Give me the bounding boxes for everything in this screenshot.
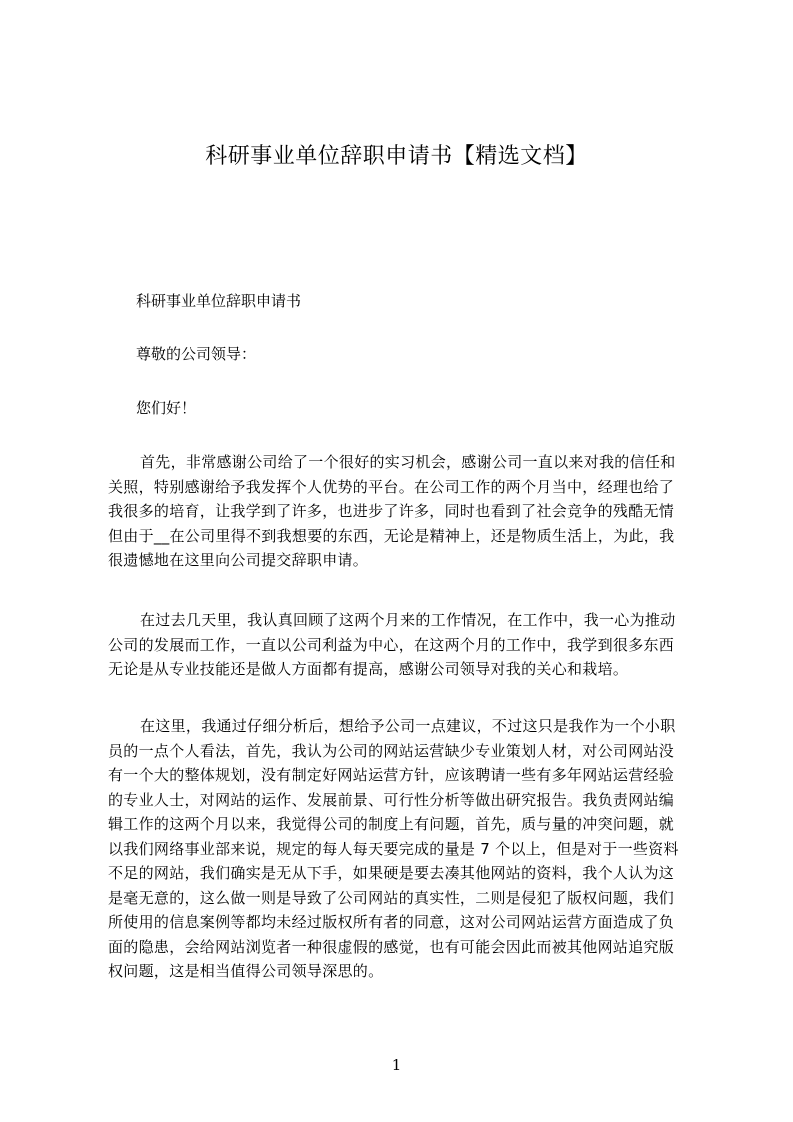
paragraph-line: 的专业人士，对网站的运作、发展前景、可行性分析等做出研究报告。我负责网站编 [108,790,675,809]
letter-greeting: 您们好！ [136,399,197,417]
paragraph-line: 权问题，这是相当值得公司领导深思的。 [108,962,384,980]
paragraph-line: 公司的发展而工作，一直以公司利益为中心，在这两个月的工作中，我学到很多东西 [108,635,675,654]
paragraph-line: 是毫无意的，这么做一则是导致了公司网站的真实性，二则是侵犯了版权问题，我们 [108,888,675,907]
page-number: 1 [391,1056,402,1074]
paragraph-line: 员的一点个人看法，首先，我认为公司的网站运营缺少专业策划人材，对公司网站没 [108,741,675,760]
letter-subtitle: 科研事业单位辞职申请书 [136,292,302,310]
paragraph-line: 很遗憾地在这里向公司提交辞职申请。 [108,551,369,569]
paragraph-1 [108,450,702,573]
paragraph-line: 我很多的培育，让我学到了许多，也进步了许多，同时也看到了社会竞争的残酷无情 [108,502,675,520]
paragraph-line: 在过去几天里，我认真回顾了这两个月来的工作情况，在工作中，我一心为推动 [140,611,676,629]
paragraph-line: 首先，非常感谢公司给了一个很好的实习机会，感谢公司一直以来对我的信任和 [140,453,676,471]
paragraph-line: 不足的网站，我们确实是无从下手，如果硬是要去凑其他网站的资料，我个人认为这 [108,864,675,882]
paragraph-line: 辑工作的这两个月以来，我觉得公司的制度上有问题，首先，质与量的冲突问题，就 [108,815,675,833]
paragraph-line: 面的隐患，会给网站浏览者一种很虚假的感觉，也有可能会因此而被其他网站追究版 [108,937,675,956]
letter-salutation: 尊敬的公司领导： [136,345,257,363]
paragraph-3 [108,714,702,984]
paragraph-line: 所使用的信息案例等都均未经过版权所有者的同意，这对公司网站运营方面造成了负 [108,913,675,931]
paragraph-line: 以我们网络事业部来说，规定的每人每天要完成的量是 7 个以上，但是对于一些资料 [108,839,679,858]
paragraph-line: 有一个大的整体规划，没有制定好网站运营方针，应该聘请一些有多年网站运营经验 [108,766,675,784]
document-title: 科研事业单位辞职申请书【精选文档】 [205,144,588,169]
paragraph-line: 在这里，我通过仔细分析后，想给予公司一点建议，不过这只是我作为一个小职 [140,717,676,735]
paragraph-line: 无论是从专业技能还是做人方面都有提高，感谢公司领导对我的关心和栽培。 [108,660,629,678]
paragraph-line: 关照，特别感谢给予我发挥个人优势的平台。在公司工作的两个月当中，经理也给了 [108,477,675,496]
paragraph-line: 但由于__在公司里得不到我想要的东西，无论是精神上，还是物质生活上，为此，我 [108,526,675,545]
paragraph-2 [108,608,702,682]
